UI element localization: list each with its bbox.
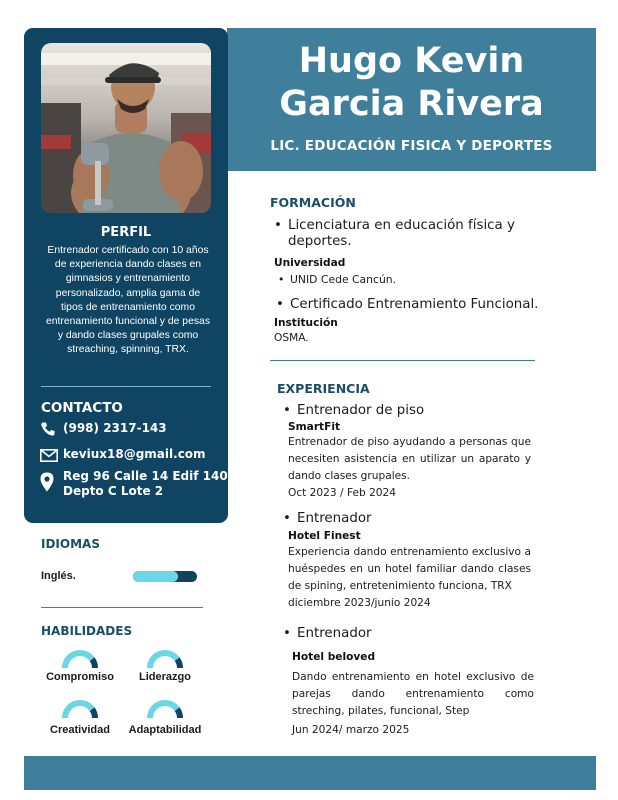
skill-gauge-adaptabilidad <box>145 698 185 720</box>
skill-gauge-rest <box>92 659 95 668</box>
job-3-dates: Jun 2024/ marzo 2025 <box>292 724 410 736</box>
address-line-2: Depto C Lote 2 <box>63 484 164 498</box>
job-2-dates: diciembre 2023/junio 2024 <box>288 597 431 609</box>
experience-heading: EXPERIENCIA <box>277 381 370 396</box>
skill-label-liderazgo: Liderazgo <box>139 671 191 683</box>
language-level-fill <box>133 571 178 582</box>
skill-gauge-rest <box>177 659 180 668</box>
skill-label-creatividad: Creatividad <box>50 724 110 736</box>
skill-gauge-fill <box>65 703 92 718</box>
left-divider <box>41 607 203 608</box>
education-place-2: OSMA. <box>274 332 309 344</box>
skill-gauge-fill <box>150 653 177 668</box>
job-1-company: SmartFit <box>288 421 341 433</box>
profile-photo <box>41 43 211 213</box>
location-pin-icon <box>40 472 56 488</box>
skill-gauge-liderazgo <box>145 648 185 670</box>
full-name <box>227 40 596 126</box>
education-label-1: Universidad <box>274 257 346 269</box>
education-label-2: Institución <box>274 317 338 329</box>
job-1-dates: Oct 2023 / Feb 2024 <box>288 487 397 499</box>
name-line-2: Garcia Rivera <box>279 84 544 124</box>
degree-1-line-2: deportes. <box>288 234 352 249</box>
skills-heading: HABILIDADES <box>41 624 133 638</box>
job-1-role: • Entrenador de piso <box>297 403 424 419</box>
skill-gauge-rest <box>92 709 95 718</box>
education-degree-2: • Certificado Entrenamiento Funcional. <box>290 297 538 313</box>
education-heading: FORMACIÓN <box>270 195 356 210</box>
email-text: keviux18@gmail.com <box>63 447 206 461</box>
degree-1-line-1: • Licenciatura en educación física y <box>288 218 515 233</box>
phone-icon <box>40 421 56 437</box>
skill-label-adaptabilidad: Adaptabilidad <box>128 724 202 736</box>
skill-gauge-fill <box>150 703 177 718</box>
job-3-description: Dando entrenamiento en hotel exclusivo de parejas dando entrenamiento como streching, pilates, funcional, Step <box>292 671 534 717</box>
job-1-description: Entrenador de piso ayudando a personas que necesiten asistencia en utilizar un aparato y dando clases grupales. <box>288 436 531 482</box>
skill-gauge-compromiso <box>60 648 100 670</box>
skill-gauge-fill <box>65 653 92 668</box>
skill-label-compromiso: Compromiso <box>46 671 114 683</box>
job-2-company: Hotel Finest <box>288 530 361 542</box>
sidebar-divider <box>41 386 211 387</box>
job-2-role: • Entrenador <box>297 511 372 527</box>
skill-gauge-creatividad <box>60 698 100 720</box>
profile-heading: PERFIL <box>100 225 152 240</box>
job-3-company: Hotel beloved <box>292 651 376 663</box>
language-level-bar <box>133 571 197 582</box>
right-divider <box>270 360 535 361</box>
mail-icon <box>40 449 56 465</box>
profile-text: Entrenador certificado con 10 años de experiencia dando clases en gimnasios y entrenamiento personalizado, amplia gama de tipos de entrenamiento como entrenamiento funcional y de pesas y dando clases grupales como streaching, spinning, TRX. <box>45 245 211 356</box>
name-line-1: Hugo Kevin <box>298 41 525 81</box>
language-label: Inglés. <box>41 570 76 582</box>
phone-text: (998) 2317-143 <box>63 421 167 435</box>
education-place-1: • UNID Cede Cancún. <box>290 273 396 286</box>
contact-heading: CONTACTO <box>41 400 123 416</box>
job-2-description: Experiencia dando entrenamiento exclusivo a huéspedes en un hotel familiar dando clases de spining, entretenimiento funciona, TRX <box>288 546 531 592</box>
education-degree-1 <box>288 218 528 250</box>
languages-heading: IDIOMAS <box>41 537 100 551</box>
skill-gauge-rest <box>177 709 180 718</box>
profession-title: LIC. EDUCACIÓN FISICA Y DEPORTES <box>270 138 553 154</box>
job-3-role: • Entrenador <box>297 626 372 642</box>
address-line-1: Reg 96 Calle 14 Edif 1409 <box>63 469 237 483</box>
footer-band <box>24 756 596 790</box>
